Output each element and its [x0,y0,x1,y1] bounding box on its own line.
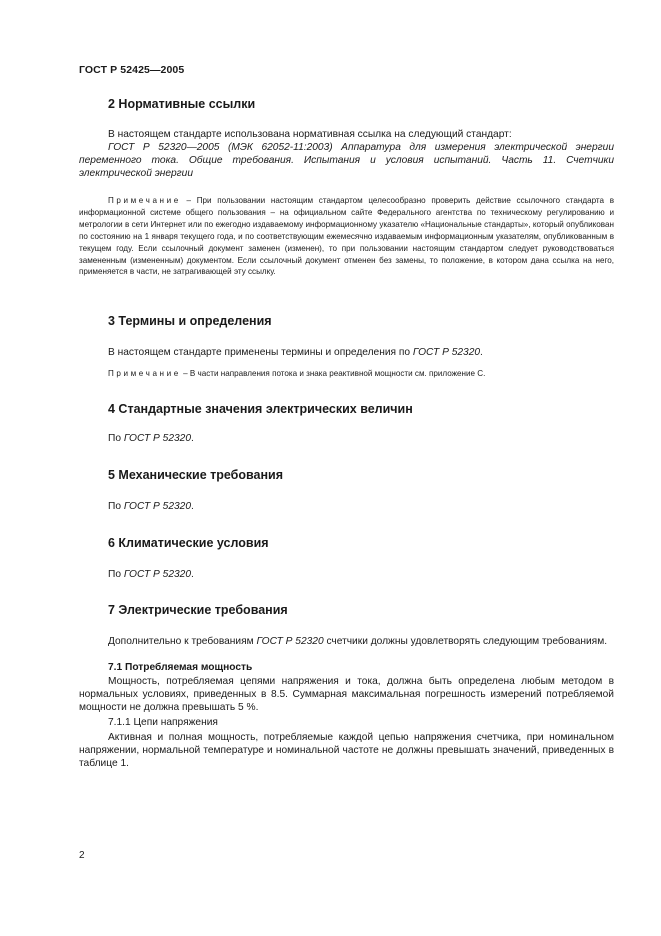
section-3-note-label: Примечание [108,369,181,378]
section-3-text-pre: В настоящем стандарте применены термины и определения по [108,347,413,358]
section-2-note-label: Примечание [108,196,181,205]
section-7-title: 7 Электрические требования [108,603,288,617]
section-7-intro-ref: ГОСТ Р 52320 [256,636,324,647]
section-6-text [108,568,614,581]
section-6-title: 6 Климатические условия [108,536,269,550]
section-4-text-ref: ГОСТ Р 52320 [123,433,191,444]
section-7-intro-pre: Дополнительно к требованиям [108,636,257,647]
section-5-text [108,500,614,513]
subsection-7-1-1-title: 7.1.1 Цепи напряжения [108,717,218,728]
subsection-7-1-title-text: 7.1 Потребляемая мощность [108,662,253,673]
section-2-note [79,195,614,278]
section-3-text [108,346,614,359]
section-3-note [108,368,614,380]
section-4-title: 4 Стандартные значения электрических величин [108,402,413,416]
section-5-text-post: . [190,501,194,512]
section-2-reference [79,141,614,181]
section-3-text-ref: ГОСТ Р 52320 [412,347,481,358]
section-6-text-ref: ГОСТ Р 52320 [123,569,191,580]
document-header: ГОСТ Р 52425—2005 [79,64,185,76]
section-3-note-text: – В части направления потока и знака реактивной мощности см. приложение С. [180,369,486,378]
section-5-text-pre: По [108,501,124,512]
subsection-7-1-title [108,661,614,674]
section-5-text-ref: ГОСТ Р 52320 [123,501,191,512]
section-5-title: 5 Механические требования [108,468,284,482]
section-2-title: 2 Нормативные ссылки [108,97,256,111]
page-number: 2 [79,850,85,861]
section-2-reference-text: ГОСТ Р 52320—2005 (МЭК 62052-11:2003) Аппаратура для измерения электрической энергии переменного тока. Общие требования. Испытания и условия испытаний. Часть 11. Счетчики электрической энергии [79,142,614,180]
section-2-intro: В настоящем стандарте использована нормативная ссылка на следующий стандарт: [108,129,512,140]
subsection-7-1-text: Мощность, потребляемая цепями напряжения и тока, должна быть определена любым методом в нормальных условиях, приведенных в 8.5. Суммарная максимальная погрешность измерений потребляемой мощности не должна превышать 5 %. [79,676,614,714]
section-6-text-pre: По [108,569,124,580]
section-7-intro-post: счетчики должны удовлетворять следующим требованиям. [323,636,608,647]
section-4-text-pre: По [108,433,124,444]
section-3-title: 3 Термины и определения [108,314,272,328]
section-2-note-text: – При пользовании настоящим стандартом целесообразно проверить действие ссылочного стандарта в информационной системе общего пользования – на официальном сайте Федерального агентства по техническому регулированию и метрологии в сети Интернет или по ежегодно издаваемому информационному указателю «Национальные стандарты», который опубликован по состоянию на 1 января текущего года, и по соответствующим ежемесячно издаваемым информационным указателям, опубликованным в текущем году. Если ссылочный документ заменен (изменен), то при пользовании настоящим стандартом следует руководствоваться замененным (измененным) документом. Если ссылочный документ отменен без замены, то положение, в котором дана ссылка на него, применяется в части, не затрагивающей эту ссылку. [79,196,614,277]
section-4-text [108,432,614,445]
section-6-text-post: . [190,569,194,580]
subsection-7-1-1-text: Активная и полная мощность, потребляемые каждой цепью напряжения счетчика, при номинальном напряжении, нормальной температуре и номинальной частоте не должны превышать значений, приведенных в таблице 1. [79,732,614,770]
section-3-text-post: . [480,347,483,358]
section-4-text-post: . [190,433,194,444]
section-7-intro [79,635,614,648]
